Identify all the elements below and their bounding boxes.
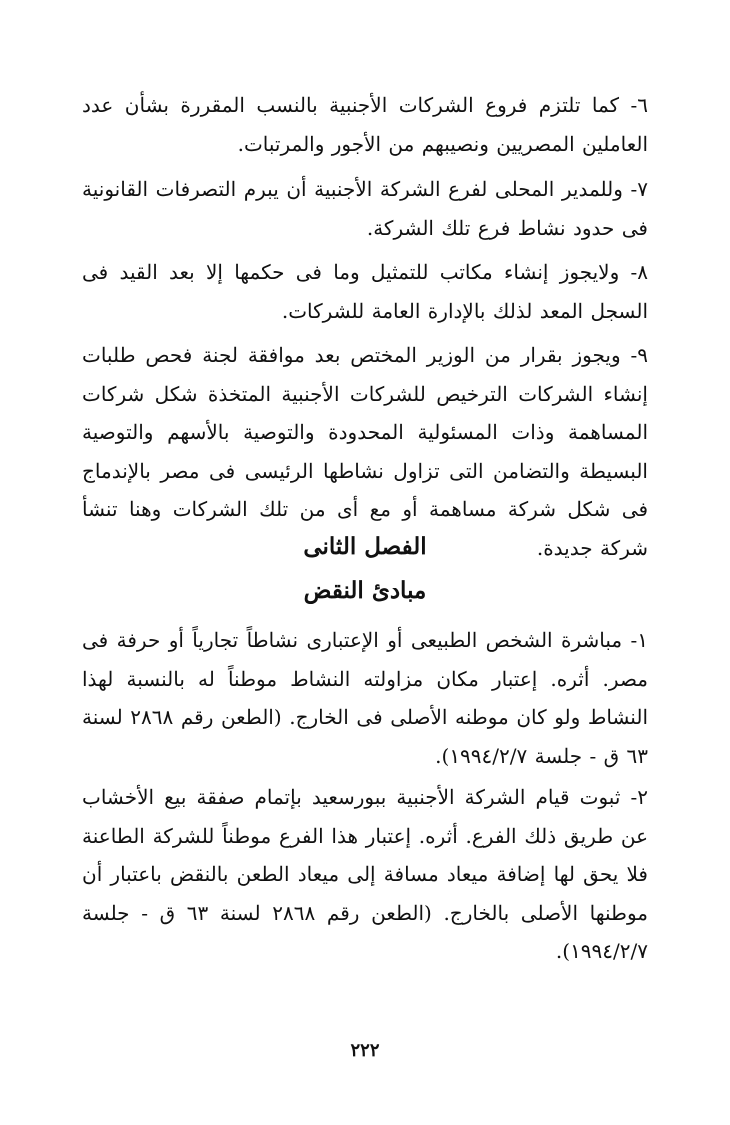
chapter-title: الفصل الثانى [303,533,427,560]
section-title: مبادئ النقض [303,577,427,604]
paragraph-8: ٨- ولايجوز إنشاء مكاتب للتمثيل وما فى حكمها إلا بعد القيد فى السجل المعد لذلك بالإدارة العامة للشركات. [82,260,648,323]
paragraph-9: ٩- ويجوز بقرار من الوزير المختص بعد موافقة لجنة فحص طلبات إنشاء الشركات الترخيص للشركات الأجنبية المتخذة شكل شركات المساهمة وذات المسئولية المحدودة والتوصية بالأسهم والتوصية البسيطة والتضامن التى تزاول نشاطها الرئيسى فى مصر بالإندماج فى شكل شركة مساهمة أو مع أى من تلك الشركات وهنا تنشأ شركة جديدة. [82,343,648,560]
principle-1: ١- مباشرة الشخص الطبيعى أو الإعتبارى نشاطاً تجارياً أو حرفة فى مصر. أثره. إعتبار مكان مزاولته النشاط موطناً له بالنسبة لهذا النشاط ولو كان موطنه الأصلى فى الخارج. (الطعن رقم ٢٨٦٨ لسنة ٦٣ ق - جلسة ١٩٩٤/٢/٧). [82,628,648,768]
paragraph-7: ٧- وللمدير المحلى لفرع الشركة الأجنبية أن يبرم التصرفات القانونية فى حدود نشاط فرع تلك الشركة. [82,177,648,240]
paragraph-6: ٦- كما تلتزم فروع الشركات الأجنبية بالنسب المقررة بشأن عدد العاملين المصريين ونصيبهم من الأجور والمرتبات. [82,93,648,156]
principle-2: ٢- ثبوت قيام الشركة الأجنبية ببورسعيد بإتمام صفقة بيع الأخشاب عن طريق ذلك الفرع. أثره. إعتبار هذا الفرع موطناً للشركة الطاعنة فلا يحق لها إضافة ميعاد مسافة إلى ميعاد الطعن بالنقض باعتبار أن موطنها الأصلى بالخارج. (الطعن رقم ٢٨٦٨ لسنة ٦٣ ق - جلسة ١٩٩٤/٢/٧). [82,785,648,963]
page-number: ٢٢٢ [350,1040,380,1061]
